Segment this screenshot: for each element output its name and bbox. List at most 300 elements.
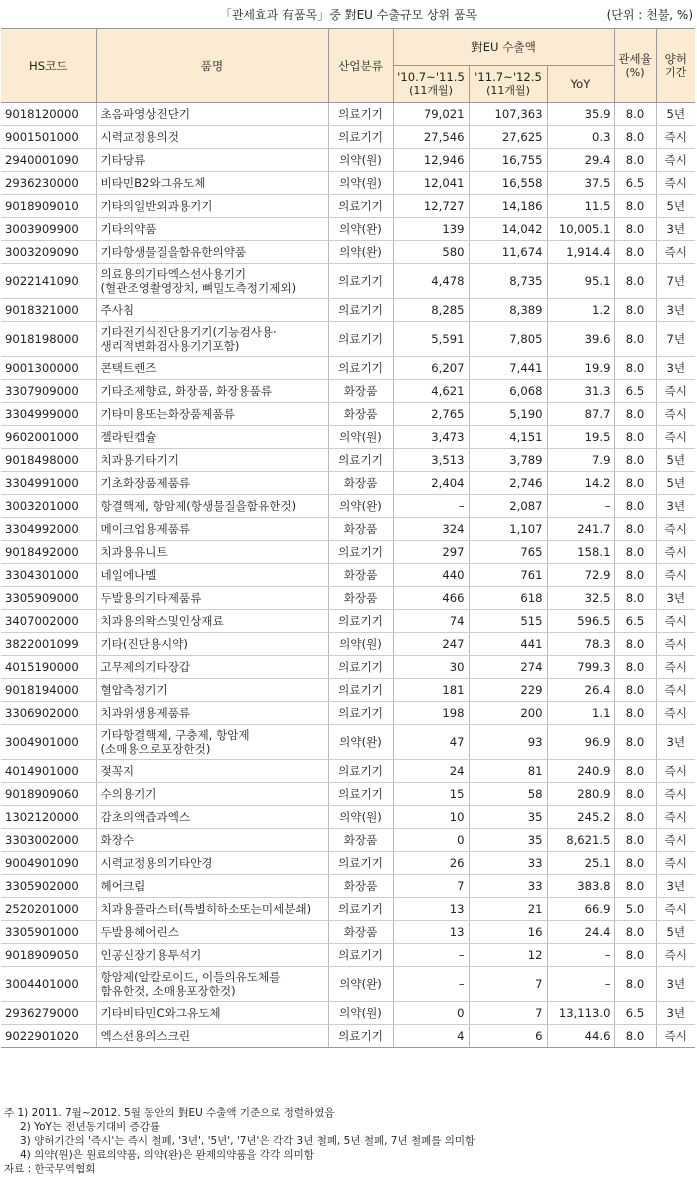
cell-yoy: 8,621.5 xyxy=(547,829,614,852)
cell-item-name xyxy=(96,264,328,299)
cell-hs-code: 9018492000 xyxy=(1,541,96,564)
cell-export-curr: 2,087 xyxy=(469,495,547,518)
cell-item-name: 콘택트렌즈 xyxy=(96,357,328,380)
table-row xyxy=(1,403,695,426)
cell-hs-code: 3003209090 xyxy=(1,241,96,264)
table-title: 「관세효과 有품목」중 對EU 수출규모 상위 품목 xyxy=(219,8,478,22)
cell-item-name: 치과위생용제품류 xyxy=(96,702,328,725)
cell-export-prev: 74 xyxy=(393,610,469,633)
cell-term: 3년 xyxy=(656,218,695,241)
cell-tariff: 8.0 xyxy=(614,725,656,760)
cell-export-prev: 12,727 xyxy=(393,195,469,218)
cell-yoy: 13,113.0 xyxy=(547,1002,614,1025)
cell-industry: 의약(완) xyxy=(328,241,393,264)
cell-yoy: 44.6 xyxy=(547,1025,614,1048)
cell-industry: 화장품 xyxy=(328,564,393,587)
cell-export-prev: – xyxy=(393,495,469,518)
cell-term: 즉시 xyxy=(656,852,695,875)
cell-hs-code: 9022901020 xyxy=(1,1025,96,1048)
cell-term: 7년 xyxy=(656,264,695,299)
cell-tariff: 6.5 xyxy=(614,380,656,403)
cell-item-name: 시력교정용의기타안경 xyxy=(96,852,328,875)
cell-tariff: 8.0 xyxy=(614,1025,656,1048)
cell-export-prev: 7 xyxy=(393,875,469,898)
cell-item-name: 기타의일반외과용기기 xyxy=(96,195,328,218)
cell-industry: 의료기기 xyxy=(328,610,393,633)
header-industry: 산업분류 xyxy=(328,29,393,103)
header-term xyxy=(656,29,695,103)
footnote-line: 2) YoY는 전년동기대비 증감률 xyxy=(20,1121,161,1133)
cell-item-name: 기타당류 xyxy=(96,149,328,172)
cell-hs-code: 3305909000 xyxy=(1,587,96,610)
cell-industry: 의료기기 xyxy=(328,783,393,806)
cell-term: 즉시 xyxy=(656,1025,695,1048)
cell-export-prev: 2,765 xyxy=(393,403,469,426)
cell-hs-code: 3304999000 xyxy=(1,403,96,426)
table-row xyxy=(1,967,695,1002)
table-row xyxy=(1,449,695,472)
cell-tariff: 8.0 xyxy=(614,495,656,518)
cell-yoy: – xyxy=(547,967,614,1002)
cell-term: 즉시 xyxy=(656,656,695,679)
tariff-label: 관세율 xyxy=(618,51,652,66)
cell-export-prev: 12,041 xyxy=(393,172,469,195)
cell-item-name xyxy=(96,967,328,1002)
header-name: 품명 xyxy=(96,29,328,103)
cell-export-prev: 247 xyxy=(393,633,469,656)
tariff-unit: (%) xyxy=(625,65,645,79)
cell-export-curr: 11,674 xyxy=(469,241,547,264)
cell-yoy: 240.9 xyxy=(547,760,614,783)
cell-item-name: 화장수 xyxy=(96,829,328,852)
cell-tariff: 8.0 xyxy=(614,806,656,829)
cell-export-prev: 13 xyxy=(393,898,469,921)
cell-item-name: 치과용의왁스및인상재료 xyxy=(96,610,328,633)
cell-yoy: 7.9 xyxy=(547,449,614,472)
cell-item-name xyxy=(96,322,328,357)
cell-export-curr: 14,186 xyxy=(469,195,547,218)
cell-export-curr: 16,755 xyxy=(469,149,547,172)
cell-item-name: 두발용헤어린스 xyxy=(96,921,328,944)
cell-term: 즉시 xyxy=(656,241,695,264)
cell-tariff: 8.0 xyxy=(614,541,656,564)
cell-item-name: 치과용기타기기 xyxy=(96,449,328,472)
cell-export-curr: 35 xyxy=(469,829,547,852)
cell-term: 즉시 xyxy=(656,426,695,449)
cell-export-curr: 27,625 xyxy=(469,126,547,149)
cell-term: 즉시 xyxy=(656,783,695,806)
cell-term: 3년 xyxy=(656,875,695,898)
cell-tariff: 8.0 xyxy=(614,218,656,241)
cell-export-curr: 4,151 xyxy=(469,426,547,449)
period2-label: '11.7~'12.5 xyxy=(474,70,542,84)
cell-export-prev: 466 xyxy=(393,587,469,610)
table-row xyxy=(1,633,695,656)
table-row xyxy=(1,322,695,357)
cell-industry: 화장품 xyxy=(328,587,393,610)
cell-term: 즉시 xyxy=(656,149,695,172)
cell-industry: 의료기기 xyxy=(328,195,393,218)
cell-yoy: 0.3 xyxy=(547,126,614,149)
cell-tariff: 8.0 xyxy=(614,241,656,264)
cell-hs-code: 9018909010 xyxy=(1,195,96,218)
table-row xyxy=(1,587,695,610)
cell-yoy: 29.4 xyxy=(547,149,614,172)
header-export: 對EU 수출액 xyxy=(393,29,614,66)
cell-tariff: 6.5 xyxy=(614,172,656,195)
table-row xyxy=(1,564,695,587)
footnote-line: 4) 의약(원)은 원료의약품, 의약(완)은 완제의약품을 각각 의미함 xyxy=(20,1149,314,1161)
item-name-line1: 의료용의기타엑스선사용기기 xyxy=(100,267,247,281)
cell-hs-code: 3305902000 xyxy=(1,875,96,898)
cell-industry: 의약(원) xyxy=(328,172,393,195)
cell-industry: 의료기기 xyxy=(328,103,393,126)
cell-export-prev: 3,473 xyxy=(393,426,469,449)
cell-term: 즉시 xyxy=(656,806,695,829)
cell-hs-code: 4015190000 xyxy=(1,656,96,679)
cell-item-name: 비타민B2와그유도체 xyxy=(96,172,328,195)
cell-export-curr: 7 xyxy=(469,1002,547,1025)
cell-yoy: 78.3 xyxy=(547,633,614,656)
footnote-line: 자료 : 한국무역협회 xyxy=(4,1163,96,1175)
cell-term: 3년 xyxy=(656,587,695,610)
cell-industry: 의약(원) xyxy=(328,633,393,656)
cell-yoy: 31.3 xyxy=(547,380,614,403)
table-row xyxy=(1,1002,695,1025)
cell-item-name: 주사침 xyxy=(96,299,328,322)
cell-export-prev: 79,021 xyxy=(393,103,469,126)
cell-yoy: 1.1 xyxy=(547,702,614,725)
cell-industry: 의료기기 xyxy=(328,126,393,149)
cell-export-curr: 229 xyxy=(469,679,547,702)
cell-term: 즉시 xyxy=(656,518,695,541)
cell-tariff: 5.0 xyxy=(614,898,656,921)
table-row xyxy=(1,783,695,806)
cell-industry: 의료기기 xyxy=(328,702,393,725)
cell-industry: 의약(완) xyxy=(328,967,393,1002)
unit-label: (단위 : 천불, %) xyxy=(606,8,693,22)
cell-export-prev: 3,513 xyxy=(393,449,469,472)
cell-hs-code: 9602001000 xyxy=(1,426,96,449)
cell-term: 즉시 xyxy=(656,380,695,403)
cell-item-name: 초음파영상진단기 xyxy=(96,103,328,126)
term-label-2: 기간 xyxy=(665,65,687,79)
cell-yoy: 241.7 xyxy=(547,518,614,541)
cell-industry: 의약(완) xyxy=(328,218,393,241)
item-name-line1: 기타전기식진단용기기(기능검사용· xyxy=(100,325,277,339)
cell-hs-code: 3004401000 xyxy=(1,967,96,1002)
cell-item-name: 기타비타민C와그유도체 xyxy=(96,1002,328,1025)
cell-export-prev: 8,285 xyxy=(393,299,469,322)
cell-industry: 의료기기 xyxy=(328,944,393,967)
cell-industry: 의약(원) xyxy=(328,426,393,449)
cell-tariff: 6.5 xyxy=(614,1002,656,1025)
cell-item-name: 두발용의기타제품류 xyxy=(96,587,328,610)
table-row xyxy=(1,610,695,633)
cell-hs-code: 3304992000 xyxy=(1,518,96,541)
cell-industry: 의약(완) xyxy=(328,725,393,760)
cell-hs-code: 3004901000 xyxy=(1,725,96,760)
cell-term: 5년 xyxy=(656,921,695,944)
cell-industry: 의료기기 xyxy=(328,1025,393,1048)
cell-yoy: – xyxy=(547,495,614,518)
period2-sub: (11개월) xyxy=(486,84,530,97)
cell-term: 3년 xyxy=(656,495,695,518)
cell-hs-code: 9004901090 xyxy=(1,852,96,875)
cell-yoy: 96.9 xyxy=(547,725,614,760)
cell-item-name: 기타미용또는화장품제품류 xyxy=(96,403,328,426)
cell-export-prev: 440 xyxy=(393,564,469,587)
cell-item-name: 기타항생물질을함유한의약품 xyxy=(96,241,328,264)
cell-export-curr: 765 xyxy=(469,541,547,564)
cell-hs-code: 9018194000 xyxy=(1,679,96,702)
cell-industry: 의약(원) xyxy=(328,1002,393,1025)
cell-tariff: 8.0 xyxy=(614,829,656,852)
cell-export-prev: 47 xyxy=(393,725,469,760)
cell-tariff: 8.0 xyxy=(614,760,656,783)
cell-item-name: 치과용유니트 xyxy=(96,541,328,564)
table-row xyxy=(1,679,695,702)
cell-term: 3년 xyxy=(656,299,695,322)
cell-yoy: 35.9 xyxy=(547,103,614,126)
table-row xyxy=(1,518,695,541)
cell-hs-code: 9018498000 xyxy=(1,449,96,472)
cell-export-prev: 198 xyxy=(393,702,469,725)
cell-tariff: 8.0 xyxy=(614,656,656,679)
table-row xyxy=(1,829,695,852)
cell-export-curr: 33 xyxy=(469,852,547,875)
cell-export-prev: 324 xyxy=(393,518,469,541)
table-row xyxy=(1,702,695,725)
item-name-line2: (혈관조영촬영장치, 뼈밀도측정기제외) xyxy=(100,281,297,295)
cell-yoy: 19.5 xyxy=(547,426,614,449)
table-row xyxy=(1,1025,695,1048)
cell-industry: 의료기기 xyxy=(328,852,393,875)
cell-term: 즉시 xyxy=(656,564,695,587)
cell-export-prev: 26 xyxy=(393,852,469,875)
cell-term: 3년 xyxy=(656,357,695,380)
cell-industry: 의료기기 xyxy=(328,299,393,322)
table-row xyxy=(1,195,695,218)
cell-export-curr: 618 xyxy=(469,587,547,610)
cell-term: 즉시 xyxy=(656,172,695,195)
cell-industry: 화장품 xyxy=(328,403,393,426)
cell-yoy: 24.4 xyxy=(547,921,614,944)
cell-tariff: 8.0 xyxy=(614,472,656,495)
cell-term: 즉시 xyxy=(656,403,695,426)
cell-export-prev: – xyxy=(393,967,469,1002)
cell-export-prev: 5,591 xyxy=(393,322,469,357)
cell-industry: 화장품 xyxy=(328,380,393,403)
cell-industry: 화장품 xyxy=(328,829,393,852)
cell-hs-code: 3305901000 xyxy=(1,921,96,944)
cell-hs-code: 3306902000 xyxy=(1,702,96,725)
cell-item-name xyxy=(96,725,328,760)
cell-yoy: 72.9 xyxy=(547,564,614,587)
cell-yoy: 11.5 xyxy=(547,195,614,218)
cell-industry: 화장품 xyxy=(328,518,393,541)
table-row xyxy=(1,472,695,495)
table-row xyxy=(1,852,695,875)
cell-export-prev: 139 xyxy=(393,218,469,241)
cell-export-curr: 200 xyxy=(469,702,547,725)
item-name-line1: 기타항결핵제, 구충제, 항암제 xyxy=(100,728,250,742)
cell-hs-code: 2940001090 xyxy=(1,149,96,172)
cell-hs-code: 3822001099 xyxy=(1,633,96,656)
cell-term: 5년 xyxy=(656,472,695,495)
cell-item-name: 시력교정용의것 xyxy=(96,126,328,149)
header-tariff xyxy=(614,29,656,103)
cell-industry: 화장품 xyxy=(328,472,393,495)
cell-hs-code: 9022141090 xyxy=(1,264,96,299)
cell-item-name: 엑스선용의스크린 xyxy=(96,1025,328,1048)
cell-yoy: 32.5 xyxy=(547,587,614,610)
cell-export-curr: 35 xyxy=(469,806,547,829)
cell-export-curr: 2,746 xyxy=(469,472,547,495)
cell-export-prev: 10 xyxy=(393,806,469,829)
cell-tariff: 8.0 xyxy=(614,783,656,806)
cell-export-prev: 6,207 xyxy=(393,357,469,380)
cell-tariff: 8.0 xyxy=(614,944,656,967)
cell-tariff: 6.5 xyxy=(614,610,656,633)
cell-export-prev: 0 xyxy=(393,829,469,852)
cell-term: 즉시 xyxy=(656,679,695,702)
cell-term: 3년 xyxy=(656,725,695,760)
cell-hs-code: 2520201000 xyxy=(1,898,96,921)
cell-industry: 의료기기 xyxy=(328,760,393,783)
footnote-line: 3) 양허기간의 '즉시'는 즉시 철폐, '3년', '5년', '7년'은 각각 3년 철폐, 5년 철폐, 7년 철폐를 의미함 xyxy=(20,1135,476,1147)
cell-hs-code: 3407002000 xyxy=(1,610,96,633)
table-row xyxy=(1,760,695,783)
cell-hs-code: 9018321000 xyxy=(1,299,96,322)
cell-export-prev: 297 xyxy=(393,541,469,564)
cell-hs-code: 9018198000 xyxy=(1,322,96,357)
cell-item-name: 네일에나멜 xyxy=(96,564,328,587)
cell-term: 즉시 xyxy=(656,610,695,633)
cell-export-curr: 21 xyxy=(469,898,547,921)
cell-hs-code: 3303002000 xyxy=(1,829,96,852)
table-row xyxy=(1,656,695,679)
cell-yoy: 25.1 xyxy=(547,852,614,875)
cell-tariff: 8.0 xyxy=(614,322,656,357)
cell-export-prev: 181 xyxy=(393,679,469,702)
cell-export-curr: 6 xyxy=(469,1025,547,1048)
table-row xyxy=(1,241,695,264)
cell-export-prev: 15 xyxy=(393,783,469,806)
cell-export-curr: 16 xyxy=(469,921,547,944)
cell-yoy: 66.9 xyxy=(547,898,614,921)
table-row xyxy=(1,380,695,403)
export-table xyxy=(1,28,695,1048)
cell-term: 5년 xyxy=(656,449,695,472)
cell-hs-code: 3003201000 xyxy=(1,495,96,518)
cell-hs-code: 3304991000 xyxy=(1,472,96,495)
cell-term: 즉시 xyxy=(656,898,695,921)
cell-hs-code: 9018120000 xyxy=(1,103,96,126)
cell-term: 3년 xyxy=(656,1002,695,1025)
table-row xyxy=(1,218,695,241)
cell-yoy: 37.5 xyxy=(547,172,614,195)
cell-export-prev: 24 xyxy=(393,760,469,783)
table-row xyxy=(1,426,695,449)
cell-hs-code: 9018909060 xyxy=(1,783,96,806)
cell-export-curr: 93 xyxy=(469,725,547,760)
cell-hs-code: 9001501000 xyxy=(1,126,96,149)
cell-yoy: 158.1 xyxy=(547,541,614,564)
cell-hs-code: 1302120000 xyxy=(1,806,96,829)
cell-yoy: 280.9 xyxy=(547,783,614,806)
cell-hs-code: 3304301000 xyxy=(1,564,96,587)
cell-term: 5년 xyxy=(656,195,695,218)
cell-industry: 의료기기 xyxy=(328,679,393,702)
cell-item-name: 혈압측정기기 xyxy=(96,679,328,702)
cell-tariff: 8.0 xyxy=(614,921,656,944)
term-label: 양허 xyxy=(664,51,687,66)
item-name-line1: 항암제(알칼로이드, 이들의유도체를 xyxy=(100,970,281,984)
cell-term: 즉시 xyxy=(656,702,695,725)
cell-tariff: 8.0 xyxy=(614,149,656,172)
header-yoy: YoY xyxy=(547,66,614,103)
cell-hs-code: 9018909050 xyxy=(1,944,96,967)
cell-industry: 의료기기 xyxy=(328,898,393,921)
cell-yoy: 383.8 xyxy=(547,875,614,898)
cell-item-name: 젤라틴캡슐 xyxy=(96,426,328,449)
footnote-line: 주 1) 2011. 7월~2012. 5월 동안의 對EU 수출액 기준으로 정렬하였음 xyxy=(4,1107,335,1119)
cell-export-curr: 12 xyxy=(469,944,547,967)
cell-industry: 의료기기 xyxy=(328,357,393,380)
cell-tariff: 8.0 xyxy=(614,587,656,610)
cell-tariff: 8.0 xyxy=(614,875,656,898)
cell-term: 즉시 xyxy=(656,541,695,564)
cell-yoy: – xyxy=(547,944,614,967)
cell-export-curr: 1,107 xyxy=(469,518,547,541)
cell-export-curr: 14,042 xyxy=(469,218,547,241)
table-row xyxy=(1,725,695,760)
cell-export-prev: 13 xyxy=(393,921,469,944)
cell-hs-code: 9001300000 xyxy=(1,357,96,380)
cell-export-curr: 515 xyxy=(469,610,547,633)
cell-tariff: 8.0 xyxy=(614,299,656,322)
cell-item-name: 헤어크림 xyxy=(96,875,328,898)
cell-yoy: 95.1 xyxy=(547,264,614,299)
cell-export-curr: 33 xyxy=(469,875,547,898)
cell-tariff: 8.0 xyxy=(614,518,656,541)
cell-item-name: 항결핵제, 항암제(항생물질을함유한것) xyxy=(96,495,328,518)
cell-item-name: 메이크업용제품류 xyxy=(96,518,328,541)
cell-export-curr: 107,363 xyxy=(469,103,547,126)
cell-hs-code: 2936230000 xyxy=(1,172,96,195)
table-row xyxy=(1,944,695,967)
cell-yoy: 1,914.4 xyxy=(547,241,614,264)
table-body xyxy=(1,103,695,1048)
cell-export-curr: 3,789 xyxy=(469,449,547,472)
cell-term: 즉시 xyxy=(656,760,695,783)
table-row xyxy=(1,921,695,944)
cell-item-name: 수의용기기 xyxy=(96,783,328,806)
cell-export-prev: – xyxy=(393,944,469,967)
cell-export-curr: 8,735 xyxy=(469,264,547,299)
header-hs: HS코드 xyxy=(1,29,96,103)
cell-tariff: 8.0 xyxy=(614,633,656,656)
cell-export-curr: 7 xyxy=(469,967,547,1002)
cell-yoy: 596.5 xyxy=(547,610,614,633)
cell-export-curr: 5,190 xyxy=(469,403,547,426)
table-row xyxy=(1,149,695,172)
cell-tariff: 8.0 xyxy=(614,426,656,449)
table-row xyxy=(1,875,695,898)
item-name-line2: 함유한것, 소매용포장한것) xyxy=(100,984,236,998)
header-period2 xyxy=(469,66,547,103)
